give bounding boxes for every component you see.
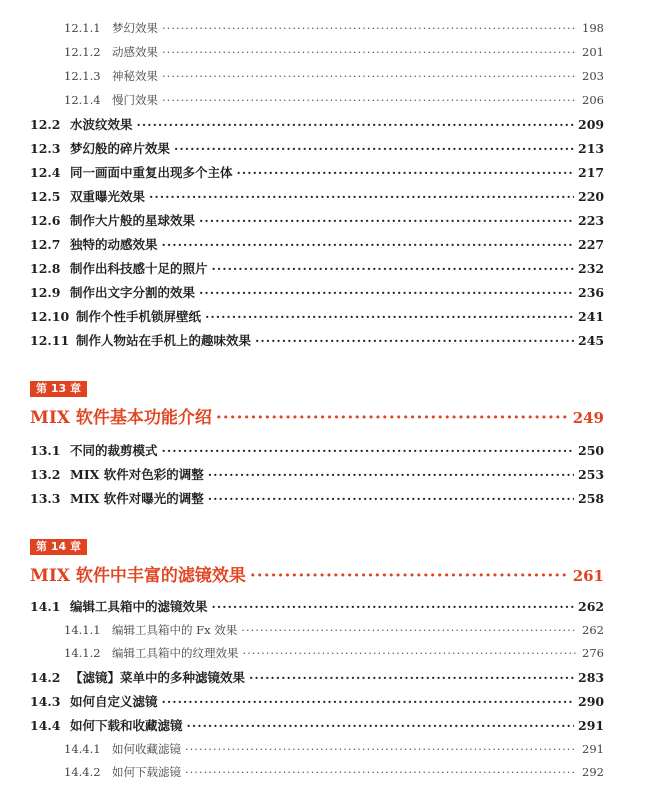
entry-page: 206 <box>582 93 604 107</box>
entry-title: 梦幻效果 <box>112 21 158 35</box>
leader-dots <box>208 467 574 482</box>
toc-entry-12-3[interactable] <box>30 139 604 157</box>
entry-title: 【滤镜】菜单中的多种滤镜效果 <box>70 670 246 685</box>
chapter-title: MIX 软件中丰富的滤镜效果 <box>30 566 246 586</box>
chapter-page: 261 <box>572 567 604 585</box>
entry-page: 232 <box>578 261 604 276</box>
leader-dots <box>255 333 574 348</box>
entry-title: 独特的动感效果 <box>70 237 158 252</box>
toc-entry-14-2[interactable] <box>30 668 604 686</box>
entry-page: 217 <box>578 165 604 180</box>
entry-page: 213 <box>578 141 604 156</box>
toc-entry-13-3[interactable] <box>30 489 604 507</box>
entry-number: 14.3 <box>30 694 61 709</box>
entry-title: 制作人物站在手机上的趣味效果 <box>76 333 252 348</box>
leader-dots <box>185 742 576 756</box>
toc-entry-12-7[interactable] <box>30 235 604 253</box>
leader-dots <box>174 141 574 156</box>
entry-title: 慢门效果 <box>112 93 158 107</box>
entry-number: 12.1.1 <box>64 21 101 35</box>
entry-page: 292 <box>582 765 604 779</box>
leader-dots <box>212 599 574 614</box>
entry-number: 14.1.1 <box>64 623 101 637</box>
entry-title: 动感效果 <box>112 45 158 59</box>
entry-page: 198 <box>582 21 604 35</box>
leader-dots <box>185 765 576 779</box>
toc-entry-12-5[interactable] <box>30 187 604 205</box>
leader-dots <box>162 443 574 458</box>
entry-number: 14.4.2 <box>64 765 101 779</box>
leader-dots <box>212 261 574 276</box>
entry-number: 14.2 <box>30 670 61 685</box>
leader-dots <box>162 237 574 252</box>
entry-title: 双重曝光效果 <box>70 189 146 204</box>
toc-entry-14-3[interactable] <box>30 692 604 710</box>
entry-number: 12.1.4 <box>64 93 101 107</box>
toc-entry-14-1-1[interactable] <box>64 622 604 638</box>
leader-dots <box>149 189 574 204</box>
entry-page: 223 <box>578 213 604 228</box>
entry-number: 12.9 <box>30 285 61 300</box>
entry-title: 梦幻般的碎片效果 <box>70 141 171 156</box>
entry-number: 14.1.2 <box>64 646 101 660</box>
entry-number: 13.2 <box>30 467 61 482</box>
entry-title: 制作出科技感十足的照片 <box>70 261 208 276</box>
entry-title: 编辑工具箱中的纹理效果 <box>112 646 239 660</box>
entry-page: 245 <box>578 333 604 348</box>
entry-page: 227 <box>578 237 604 252</box>
entry-title: 不同的裁剪模式 <box>70 443 158 458</box>
leader-dots <box>216 408 569 428</box>
entry-number: 14.1 <box>30 599 61 614</box>
entry-number: 12.11 <box>30 333 70 348</box>
entry-page: 262 <box>582 623 604 637</box>
toc-entry-12-9[interactable] <box>30 283 604 301</box>
toc-entry-12-1-4[interactable] <box>64 92 604 108</box>
toc-entry-12-11[interactable] <box>30 331 604 349</box>
entry-page: 236 <box>578 285 604 300</box>
entry-number: 12.5 <box>30 189 61 204</box>
entry-number: 13.3 <box>30 491 61 506</box>
entry-number: 12.1.3 <box>64 69 101 83</box>
toc-entry-12-2[interactable] <box>30 115 604 133</box>
entry-title: 编辑工具箱中的 Fx 效果 <box>112 623 238 637</box>
entry-page: 258 <box>578 491 604 506</box>
entry-page: 201 <box>582 45 604 59</box>
entry-number: 12.7 <box>30 237 61 252</box>
entry-page: 253 <box>578 467 604 482</box>
leader-dots <box>187 718 574 733</box>
entry-title: 如何收藏滤镜 <box>112 742 181 756</box>
entry-title: 制作出文字分割的效果 <box>70 285 196 300</box>
leader-dots <box>249 670 574 685</box>
entry-page: 291 <box>578 718 604 733</box>
entry-title: 水波纹效果 <box>70 117 133 132</box>
entry-title: 制作个性手机锁屏壁纸 <box>76 309 202 324</box>
chapter-page: 249 <box>572 409 604 427</box>
toc-entry-14-4[interactable] <box>30 716 604 734</box>
entry-title: MIX 软件对曝光的调整 <box>70 491 204 506</box>
entry-title: 如何下载和收藏滤镜 <box>70 718 183 733</box>
entry-title: 如何下载滤镜 <box>112 765 181 779</box>
toc-entry-14-1-2[interactable] <box>64 645 604 661</box>
entry-page: 290 <box>578 694 604 709</box>
toc-entry-12-6[interactable] <box>30 211 604 229</box>
entry-page: 209 <box>578 117 604 132</box>
entry-page: 291 <box>582 742 604 756</box>
leader-dots <box>250 566 569 586</box>
entry-number: 14.4 <box>30 718 61 733</box>
chapter-13-heading[interactable] <box>30 403 604 428</box>
leader-dots <box>162 93 576 107</box>
toc-entry-14-4-1[interactable] <box>64 741 604 757</box>
chapter-14-badge: 第 14 章 <box>30 539 87 555</box>
toc-entry-13-1[interactable] <box>30 441 604 459</box>
toc-entry-12-1-2[interactable] <box>64 44 604 60</box>
chapter-14-heading[interactable] <box>30 561 604 586</box>
leader-dots <box>199 213 574 228</box>
leader-dots <box>162 69 576 83</box>
entry-number: 12.1.2 <box>64 45 101 59</box>
leader-dots <box>205 309 574 324</box>
chapter-13-badge: 第 13 章 <box>30 381 87 397</box>
entry-page: 220 <box>578 189 604 204</box>
toc-entry-12-8[interactable] <box>30 259 604 277</box>
entry-page: 262 <box>578 599 604 614</box>
leader-dots <box>243 646 577 660</box>
toc-entry-12-10[interactable] <box>30 307 604 325</box>
entry-number: 13.1 <box>30 443 61 458</box>
entry-number: 12.8 <box>30 261 61 276</box>
entry-title: 同一画面中重复出现多个主体 <box>70 165 233 180</box>
entry-title: MIX 软件对色彩的调整 <box>70 467 204 482</box>
toc-entry-14-4-2[interactable] <box>64 764 604 780</box>
entry-number: 12.3 <box>30 141 61 156</box>
entry-page: 241 <box>578 309 604 324</box>
entry-title: 如何自定义滤镜 <box>70 694 158 709</box>
entry-page: 283 <box>578 670 604 685</box>
entry-number: 12.6 <box>30 213 61 228</box>
entry-title: 制作大片般的星球效果 <box>70 213 196 228</box>
toc-entry-12-1-1[interactable] <box>64 20 604 36</box>
leader-dots <box>137 117 574 132</box>
entry-page: 203 <box>582 69 604 83</box>
leader-dots <box>241 623 576 637</box>
leader-dots <box>208 491 574 506</box>
entry-page: 276 <box>582 646 604 660</box>
toc-entry-12-1-3[interactable] <box>64 68 604 84</box>
toc-entry-13-2[interactable] <box>30 465 604 483</box>
entry-number: 12.4 <box>30 165 61 180</box>
entry-number: 14.4.1 <box>64 742 101 756</box>
entry-title: 编辑工具箱中的滤镜效果 <box>70 599 208 614</box>
entry-page: 250 <box>578 443 604 458</box>
leader-dots <box>199 285 574 300</box>
leader-dots <box>162 21 576 35</box>
chapter-title: MIX 软件基本功能介绍 <box>30 408 212 428</box>
leader-dots <box>237 165 574 180</box>
toc-entry-12-4[interactable] <box>30 163 604 181</box>
entry-number: 12.2 <box>30 117 61 132</box>
leader-dots <box>162 45 576 59</box>
entry-number: 12.10 <box>30 309 70 324</box>
entry-title: 神秘效果 <box>112 69 158 83</box>
leader-dots <box>162 694 574 709</box>
toc-entry-14-1[interactable] <box>30 597 604 615</box>
